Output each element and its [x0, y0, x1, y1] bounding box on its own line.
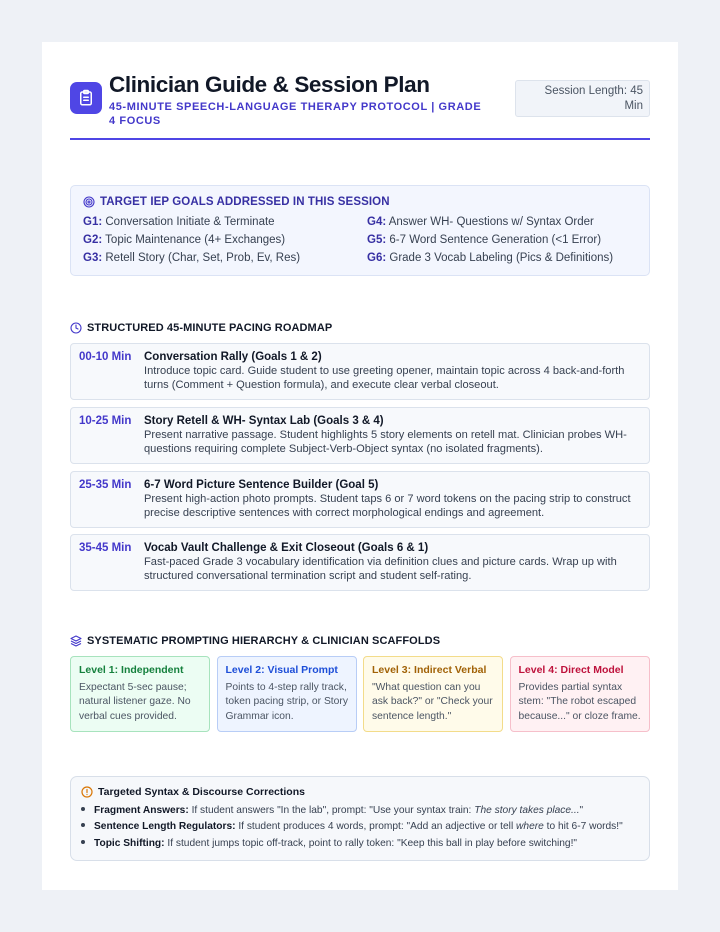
scaffold-title: Level 4: Direct Model	[518, 664, 624, 676]
page-subtitle: 45-MINUTE SPEECH-LANGUAGE THERAPY PROTOCOL | GRADE 4 FOCUS	[109, 101, 482, 127]
corrections-title: Targeted Syntax & Discourse Corrections	[98, 786, 305, 798]
phase-name: Conversation Rally (Goals 1 & 2)	[144, 351, 322, 363]
roadmap-phase	[70, 407, 650, 464]
target-icon	[83, 196, 95, 208]
phase-description: Fast-paced Grade 3 vocabulary identification via definition clues and picture cards. Wrap up with structured conversational termination script and student self-rating.	[144, 556, 617, 582]
scaffolds-heading: SYSTEMATIC PROMPTING HIERARCHY & CLINICIAN SCAFFOLDS	[70, 635, 440, 647]
correction-item: Fragment Answers: If student answers "In the lab", prompt: "Use your syntax train: The story takes place..."	[81, 805, 583, 816]
phase-time: 35-45 Min	[79, 542, 132, 554]
goal-item: G4: Answer WH- Questions w/ Syntax Order	[367, 216, 594, 228]
goal-item: G5: 6-7 Word Sentence Generation (<1 Error)	[367, 234, 602, 246]
scaffold-description: Points to 4-step rally track, token pacing strip, or Story Grammar icon.	[225, 682, 348, 722]
goal-item: G2: Topic Maintenance (4+ Exchanges)	[83, 234, 286, 246]
scaffold-card	[217, 656, 357, 732]
document-page	[42, 42, 678, 890]
alert-icon	[81, 786, 93, 798]
clock-icon	[70, 322, 82, 334]
scaffold-card	[70, 656, 210, 732]
goals-panel	[70, 185, 650, 276]
phase-time: 00-10 Min	[79, 351, 132, 363]
correction-item: Topic Shifting: If student jumps topic off-track, point to rally token: "Keep this ball in play before switching!"	[81, 838, 577, 849]
scaffold-card	[363, 656, 503, 732]
goal-item: G6: Grade 3 Vocab Labeling (Pics & Definitions)	[367, 252, 614, 264]
phase-time: 10-25 Min	[79, 415, 132, 427]
corrections-panel	[70, 776, 650, 861]
goal-item: G3: Retell Story (Char, Set, Prob, Ev, Res)	[83, 252, 301, 264]
phase-name: Story Retell & WH- Syntax Lab (Goals 3 & 4)	[144, 415, 384, 427]
phase-description: Introduce topic card. Guide student to use greeting opener, maintain topic across 4 back-and-forth turns (Comment + Question formula), and execute clear verbal closeout.	[144, 365, 625, 391]
roadmap-phase	[70, 534, 650, 591]
scaffold-title: Level 3: Indirect Verbal	[372, 664, 487, 676]
scaffold-description: Provides partial syntax stem: "The robot escaped because..." or cloze frame.	[518, 682, 641, 722]
phase-name: 6-7 Word Picture Sentence Builder (Goal 5)	[144, 479, 379, 491]
roadmap-phase	[70, 471, 650, 528]
phase-description: Present high-action photo prompts. Student taps 6 or 7 word tokens on the pacing strip to construct precise descriptive sentences with correct morphological endings and agreement.	[144, 493, 631, 519]
scaffold-title: Level 2: Visual Prompt	[225, 664, 338, 676]
phase-name: Vocab Vault Challenge & Exit Closeout (Goals 6 & 1)	[144, 542, 429, 554]
header	[70, 72, 650, 138]
session-length-badge: Session Length: 45 Min	[515, 80, 650, 117]
roadmap-heading: STRUCTURED 45-MINUTE PACING ROADMAP	[70, 322, 332, 334]
scaffold-card	[510, 656, 650, 732]
layers-icon	[70, 635, 82, 647]
roadmap-phase	[70, 343, 650, 400]
goals-title: TARGET IEP GOALS ADDRESSED IN THIS SESSION	[100, 196, 390, 208]
correction-item: Sentence Length Regulators: If student produces 4 words, prompt: "Add an adjective or tell where to hit 6-7 words!"	[81, 821, 623, 832]
phase-description: Present narrative passage. Student highlights 5 story elements on retell mat. Clinician probes WH-questions requiring complete Subject-Verb-Object syntax (no isolated fragments).	[144, 429, 627, 455]
header-divider	[70, 138, 650, 140]
clipboard-icon	[70, 82, 102, 114]
scaffold-description: "What question can you ask back?" or "Check your sentence length."	[372, 682, 493, 722]
scaffold-title: Level 1: Independent	[79, 664, 184, 676]
page-title: Clinician Guide & Session Plan	[109, 72, 430, 97]
scaffold-description: Expectant 5-sec pause; natural listener gaze. No verbal cues provided.	[79, 682, 191, 722]
goal-item: G1: Conversation Initiate & Terminate	[83, 216, 275, 228]
phase-time: 25-35 Min	[79, 479, 132, 491]
